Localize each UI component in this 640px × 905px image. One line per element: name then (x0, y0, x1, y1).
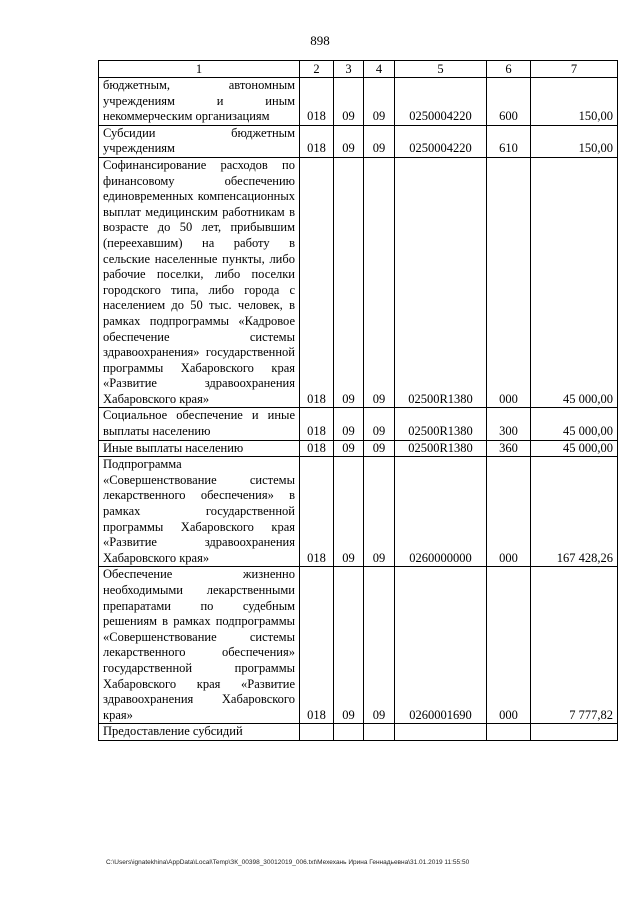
row-code: 018 (300, 408, 334, 440)
header-cell: 1 (99, 61, 300, 78)
table-row (99, 408, 618, 440)
row-amount (531, 724, 618, 741)
row-subsection: 09 (364, 157, 395, 408)
budget-table (98, 60, 618, 741)
row-target: 0260000000 (395, 457, 487, 567)
table-row (99, 78, 618, 126)
row-code: 018 (300, 457, 334, 567)
row-code: 018 (300, 567, 334, 724)
table-row (99, 567, 618, 724)
row-subsection: 09 (364, 125, 395, 157)
row-amount: 45 000,00 (531, 408, 618, 440)
row-amount: 167 428,26 (531, 457, 618, 567)
row-name: Социальное обеспечение и иные выплаты населению (99, 408, 300, 440)
file-path-footer: C:\Users\ignatekhina\AppData\Local\Temp\ЗК_00398_30012019_006.txt\Мехехань Ирина Геннадьевна\31.01.2019 11:55:50 (106, 859, 470, 866)
row-name: Субсидии бюджетным учреждениям (99, 125, 300, 157)
header-cell: 2 (300, 61, 334, 78)
row-code: 018 (300, 78, 334, 126)
row-name: Обеспечение жизненно необходимыми лекарственными препаратами по судебным решениям в рамках подпрограммы «Совершенствование системы лекарственного обеспечения» государственной программы Хабаровского края «Развитие здравоохранения Хабаровского края» (99, 567, 300, 724)
header-cell: 3 (334, 61, 364, 78)
table-row (99, 457, 618, 567)
row-type: 000 (487, 567, 531, 724)
row-section: 09 (334, 125, 364, 157)
row-section: 09 (334, 457, 364, 567)
row-code: 018 (300, 157, 334, 408)
row-subsection: 09 (364, 567, 395, 724)
table-row (99, 440, 618, 457)
row-section: 09 (334, 440, 364, 457)
row-name: Предоставление субсидий (99, 724, 300, 741)
row-type: 000 (487, 157, 531, 408)
row-section: 09 (334, 78, 364, 126)
row-subsection: 09 (364, 408, 395, 440)
row-name: Подпрограмма «Совершенствование системы лекарственного обеспечения» в рамках государственной программы Хабаровского края «Развитие здравоохранения Хабаровского края» (99, 457, 300, 567)
header-cell: 7 (531, 61, 618, 78)
row-type: 000 (487, 457, 531, 567)
header-cell: 4 (364, 61, 395, 78)
row-section (334, 724, 364, 741)
row-subsection: 09 (364, 457, 395, 567)
row-type: 610 (487, 125, 531, 157)
row-type: 360 (487, 440, 531, 457)
table-header-row (99, 61, 618, 78)
row-target: 0260001690 (395, 567, 487, 724)
row-subsection: 09 (364, 440, 395, 457)
row-amount: 7 777,82 (531, 567, 618, 724)
row-name: бюджетным, автономным учреждениям и иным некоммерческим организациям (99, 78, 300, 126)
row-amount: 150,00 (531, 78, 618, 126)
row-name: Иные выплаты населению (99, 440, 300, 457)
row-target: 0250004220 (395, 78, 487, 126)
page-number: 898 (310, 33, 330, 48)
row-code: 018 (300, 125, 334, 157)
row-section: 09 (334, 408, 364, 440)
row-section: 09 (334, 567, 364, 724)
row-target: 02500R1380 (395, 440, 487, 457)
row-subsection (364, 724, 395, 741)
header-cell: 5 (395, 61, 487, 78)
row-type: 300 (487, 408, 531, 440)
row-subsection: 09 (364, 78, 395, 126)
table-row (99, 157, 618, 408)
row-target: 02500R1380 (395, 157, 487, 408)
row-section: 09 (334, 157, 364, 408)
row-code (300, 724, 334, 741)
table-row (99, 125, 618, 157)
row-target (395, 724, 487, 741)
row-name: Софинансирование расходов по финансовому обеспечению единовременных компенсационных выплат медицинским работникам в возрасте до 50 лет, прибывшим (переехавшим) на работу в сельские населенные пункты, либо рабочие поселки, либо поселки городского типа, либо города с населением до 50 тыс. человек, в рамках подпрограммы «Кадровое обеспечение системы здравоохранения» государственной программы Хабаровского края «Развитие здравоохранения Хабаровского края» (99, 157, 300, 408)
row-type: 600 (487, 78, 531, 126)
row-code: 018 (300, 440, 334, 457)
row-amount: 45 000,00 (531, 157, 618, 408)
row-type (487, 724, 531, 741)
table-row (99, 724, 618, 741)
row-amount: 150,00 (531, 125, 618, 157)
row-amount: 45 000,00 (531, 440, 618, 457)
row-target: 02500R1380 (395, 408, 487, 440)
row-target: 0250004220 (395, 125, 487, 157)
header-cell: 6 (487, 61, 531, 78)
